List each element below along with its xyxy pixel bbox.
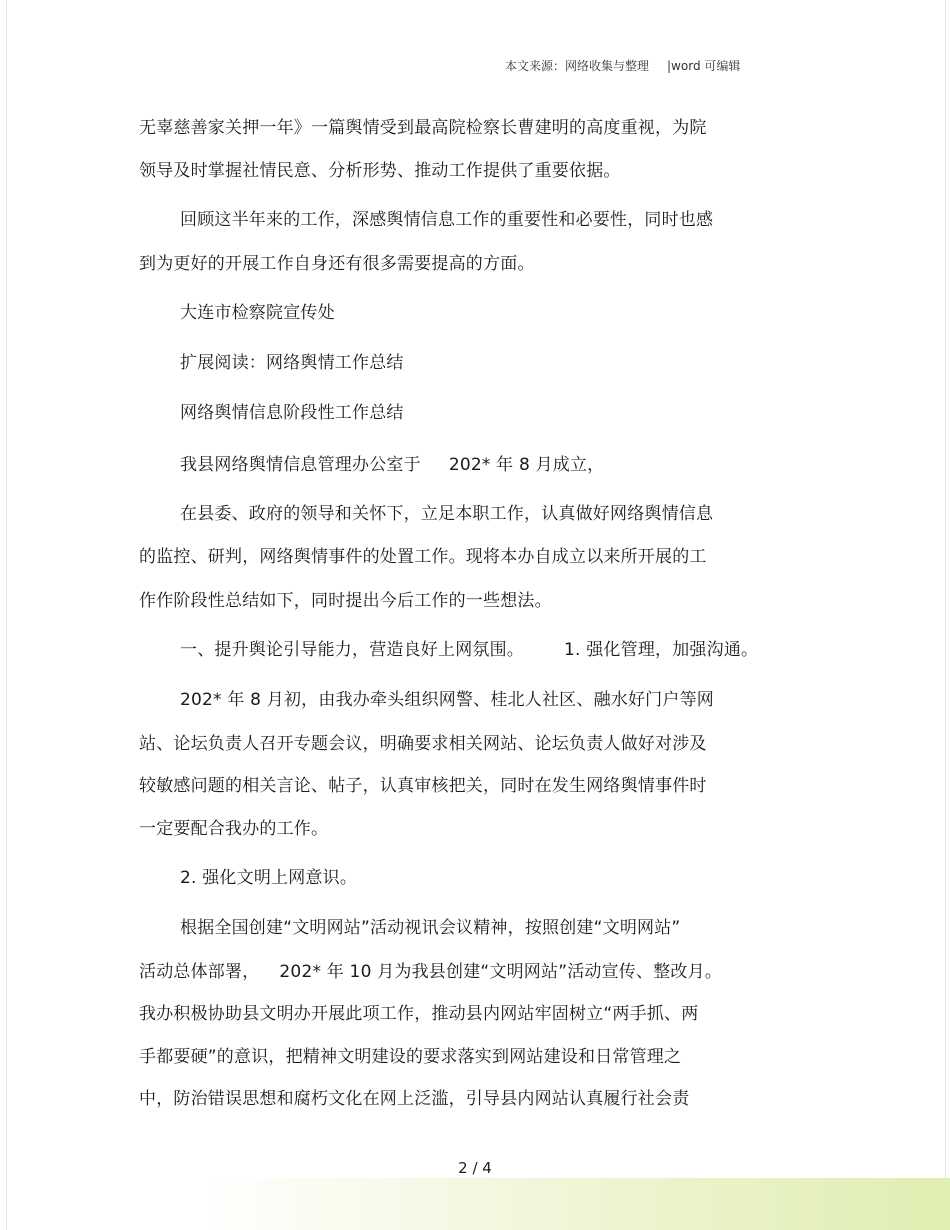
body-line: 作作阶段性总结如下，同时提出今后工作的一些想法。 [139, 591, 552, 611]
header-source: 本文来源：网络收集与整理 [505, 59, 650, 73]
body-text: 202* 年 10 月为我县创建“文明网站”活动宣传、整改月。 [279, 962, 723, 982]
body-text: 我县网络舆情信息管理办公室于 [180, 455, 421, 475]
body-line: 到为更好的开展工作自身还有很多需要提高的方面。 [139, 254, 535, 274]
body-line: 中，防治错误思想和腐朽文化在网上泛滥，引导县内网站认真履行社会责 [139, 1089, 690, 1109]
body-line: 扩展阅读：网络舆情工作总结 [180, 353, 404, 373]
body-line: 较敏感问题的相关言论、帖子，认真审核把关，同时在发生网络舆情事件时 [139, 776, 707, 796]
body-text: 活动总体部署， [139, 962, 260, 982]
page-number: 2 / 4 [458, 1159, 492, 1177]
body-line: 在县委、政府的领导和关怀下，立足本职工作，认真做好网络舆情信息 [180, 504, 714, 524]
body-line: 网络舆情信息阶段性工作总结 [180, 403, 404, 423]
body-line: 202* 年 8 月初，由我办牵头组织网警、桂北人社区、融水好门户等网 [180, 690, 714, 710]
body-line: 回顾这半年来的工作，深感舆情信息工作的重要性和必要性，同时也感 [180, 210, 714, 230]
body-line [180, 454, 604, 476]
decorative-gradient-band [200, 1178, 950, 1230]
body-line: 手都要硬”的意识，把精神文明建设的要求落实到网站建设和日常管理之 [139, 1047, 682, 1067]
section-heading: 一、提升舆论引导能力，营造良好上网氛围。 [180, 640, 524, 660]
body-line: 的监控、研判，网络舆情事件的处置工作。现将本办自成立以来所开展的工 [139, 547, 707, 567]
body-line: 根据全国创建“文明网站”活动视讯会议精神，按照创建“文明网站” [180, 918, 681, 938]
body-line: 一定要配合我办的工作。 [139, 819, 329, 839]
page-header [505, 57, 740, 74]
body-line: 领导及时掌握社情民意、分析形势、推动工作提供了重要依据。 [139, 161, 621, 181]
body-line [180, 639, 758, 661]
header-editable: |word 可编辑 [667, 59, 741, 73]
body-text: 202* 年 8 月成立， [448, 455, 605, 475]
body-line: 大连市检察院宣传处 [180, 303, 335, 323]
body-line: 无辜慈善家关押一年》一篇舆情受到最高院检察长曹建明的高度重视，为院 [139, 118, 707, 138]
subsection-heading: 2. 强化文明上网意识。 [180, 868, 358, 888]
body-line: 站、论坛负责人召开专题会议，明确要求相关网站、论坛负责人做好对涉及 [139, 734, 707, 754]
body-line: 我办积极协助县文明办开展此项工作，推动县内网站牢固树立“两手抓、两 [139, 1004, 699, 1024]
subsection-heading: 1. 强化管理，加强沟通。 [564, 640, 759, 660]
body-line [139, 961, 722, 983]
